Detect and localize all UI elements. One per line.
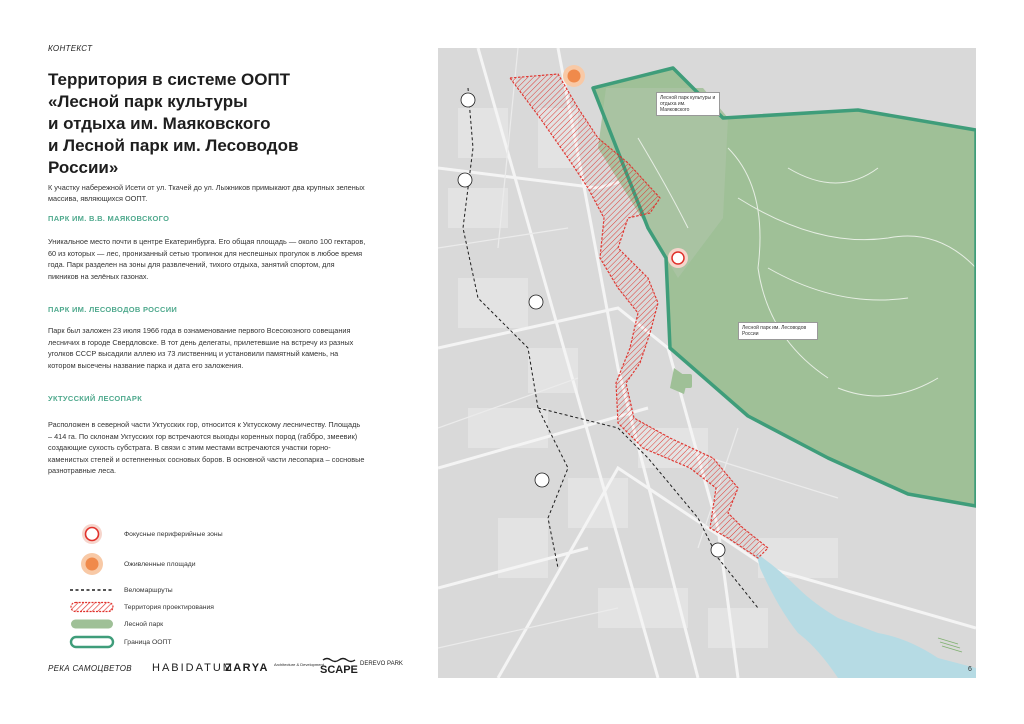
scape-logo: SCAPE xyxy=(320,664,358,676)
title-line: России» xyxy=(48,158,119,177)
legend-item-focus-zones xyxy=(68,523,223,545)
title-line: и Лесной парк им. Лесоводов xyxy=(48,136,299,155)
zarya-logo: ZARYA xyxy=(225,662,269,674)
habidatum-logo: HABIDATUM xyxy=(152,662,234,674)
section-heading-mayakovsky: ПАРК ИМ. В.В. МАЯКОВСКОГО xyxy=(48,214,170,223)
zarya-subtitle: Architecture & Development xyxy=(274,662,324,667)
legend-label: Территория проектирования xyxy=(124,603,214,611)
legend-item-plazas xyxy=(68,553,196,575)
map-canvas xyxy=(438,48,976,678)
plaza-icon xyxy=(68,553,116,575)
project-name: РЕКА САМОЦВЕТОВ xyxy=(48,664,132,673)
section-heading-uktus: УКТУССКИЙ ЛЕСОПАРК xyxy=(48,394,143,403)
legend-label: Лесной парк xyxy=(124,620,164,628)
title-line: и отдыха им. Маяковского xyxy=(48,114,271,133)
map[interactable] xyxy=(438,48,976,678)
title-line: Территория в системе ООПТ xyxy=(48,70,291,89)
section-text-uktus: Расположен в северной части Уктусских гор, относится к Уктусскому лесничеству. Площадь – 414 га. По склонам Уктусских гор встречаются выходы коренных пород (габбро, змеевик) создающие сухость субстрата. В связи с этим местами встречаются участки горно-каменистых степей и остепненных сосновых боров. В основной части лесопарка – сосновые разнотравные леса. xyxy=(48,420,365,476)
oopt-border-icon xyxy=(68,631,116,653)
legend-label: Веломаршруты xyxy=(124,586,173,594)
section-heading-lesovodov: ПАРК ИМ. ЛЕСОВОДОВ РОССИИ xyxy=(48,305,178,314)
derevo-park-logo: DEREVO PARK xyxy=(360,661,403,667)
section-label: КОНТЕКСТ xyxy=(48,44,93,53)
section-text-lesovodov: Парк был заложен 23 июля 1966 года в ознаменование первого Всесоюзного совещания лесничих в городе Свердловске. В тот день делегаты, прилетевшие на встречу из разных уголков СССР высадили аллею из 73 лиственниц и установили памятный камень, на котором высечены название парка и дата его заложения. xyxy=(48,326,354,370)
map-label-lesovodov-park: Лесной парк им. Лесоводов России xyxy=(738,322,818,340)
map-label-mayakovsky-park: Лесной парк культуры и отдыха им. Маяковского xyxy=(656,92,720,116)
page-number: 6 xyxy=(968,666,972,673)
title-line: «Лесной парк культуры xyxy=(48,92,248,111)
legend-item-oopt-border xyxy=(68,631,172,653)
intro-text: К участку набережной Исети от ул. Ткачей до ул. Лыжников примыкают два крупных зеленых массива, являющихся ООПТ. xyxy=(48,183,365,203)
legend-label: Фокусные периферийные зоны xyxy=(124,530,223,538)
legend-label: Граница ООПТ xyxy=(124,638,172,646)
scape-wave-icon xyxy=(322,657,358,663)
legend-label: Оживленные площади xyxy=(124,560,196,568)
section-text-mayakovsky: Уникальное место почти в центре Екатеринбурга. Его общая площадь — около 100 гектаров, 60 из которых — лес, пронизанный сетью тропинок для неспешных прогулок в любое время года. Парк разделен на зоны для развлечений, тихого отдыха, занятий спортом, для пикников на зелёных газонах. xyxy=(48,237,366,281)
focus-zone-icon xyxy=(68,523,116,545)
page-title xyxy=(48,69,368,179)
